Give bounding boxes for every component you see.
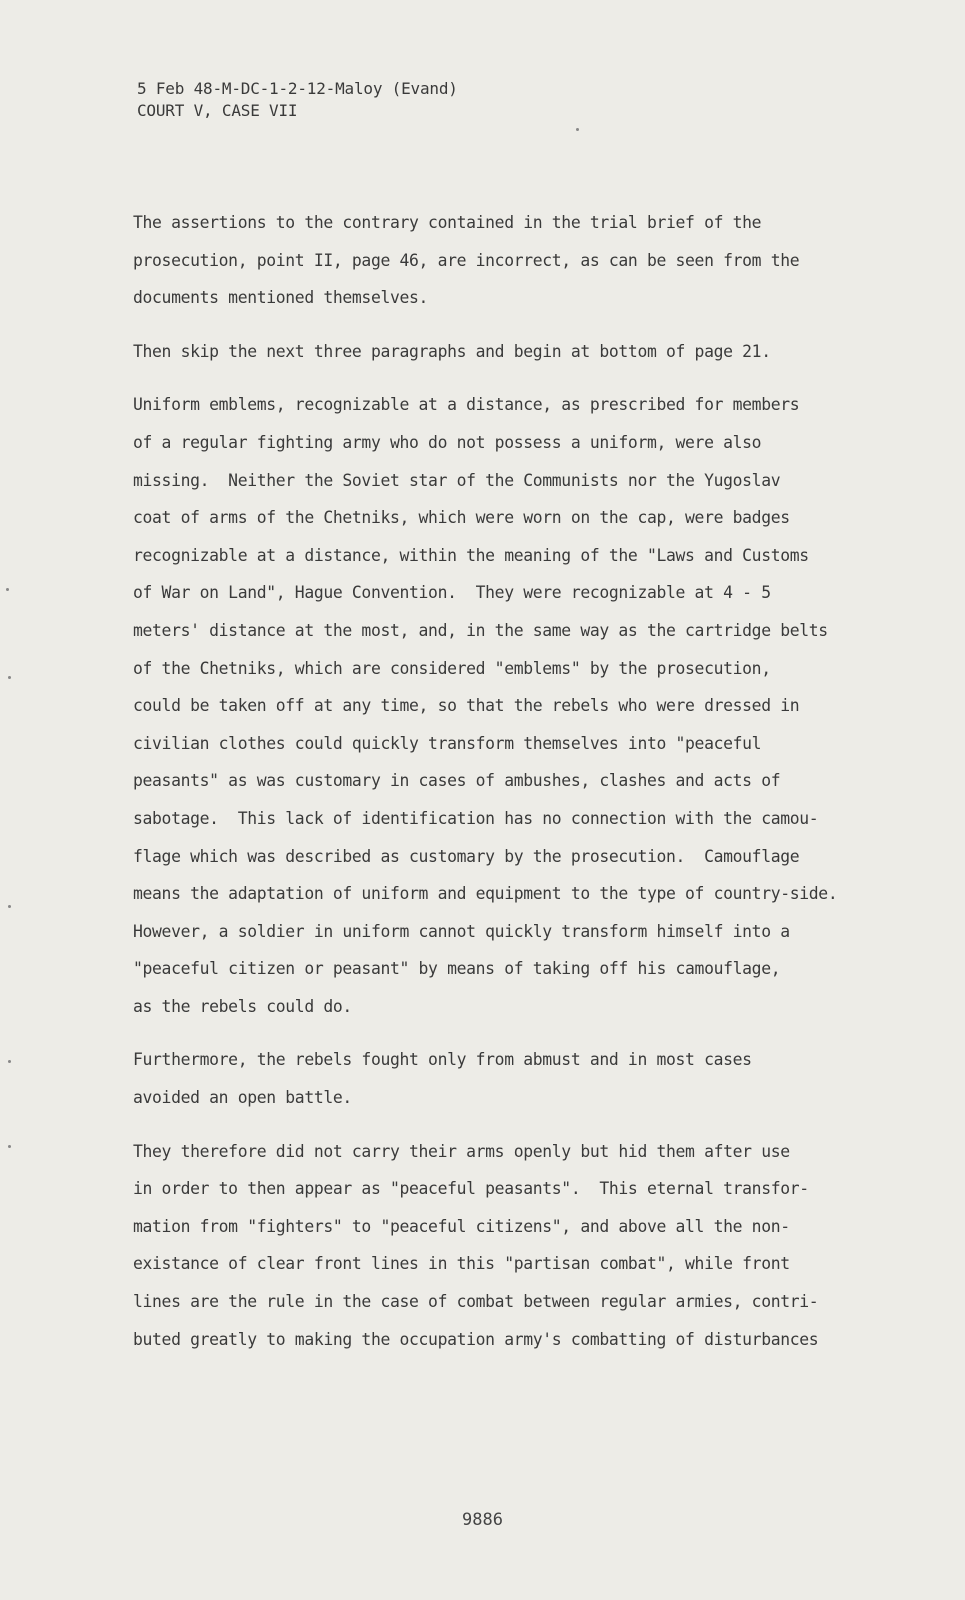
text-line: buted greatly to making the occupation army's combatting of disturbances [133,1329,819,1349]
paragraph-5 [133,1133,923,1359]
text-line: avoided an open battle. [133,1088,352,1108]
text-line: civilian clothes could quickly transform themselves into "peaceful [133,733,762,753]
scan-speck [8,1060,11,1063]
text-line: of a regular fighting army who do not possess a uniform, were also [133,432,762,452]
paragraph-1 [133,204,923,317]
scan-speck [8,676,11,679]
text-line: coat of arms of the Chetniks, which were worn on the cap, were badges [133,508,790,528]
text-line: recognizable at a distance, within the meaning of the "Laws and Customs [133,545,809,565]
scan-speck [576,128,579,131]
text-line: of the Chetniks, which are considered "emblems" by the prosecution, [133,658,771,678]
page-number: 9886 [462,1510,503,1530]
scan-speck [8,905,11,908]
text-line: mation from "fighters" to "peaceful citizens", and above all the non- [133,1216,790,1236]
text-line: meters' distance at the most, and, in the same way as the cartridge belts [133,620,828,640]
text-line: means the adaptation of uniform and equipment to the type of country-side. [133,884,838,904]
text-line: in order to then appear as "peaceful peasants". This eternal transfor- [133,1179,809,1199]
header-court-case: COURT V, CASE VII [137,101,298,120]
text-line: documents mentioned themselves. [133,288,429,308]
document-body [133,204,923,1358]
text-line: could be taken off at any time, so that the rebels who were dressed in [133,696,800,716]
text-line: of War on Land", Hague Convention. They were recognizable at 4 - 5 [133,583,771,603]
text-line: as the rebels could do. [133,996,352,1016]
scan-speck [8,1145,11,1148]
text-line: Furthermore, the rebels fought only from abmust and in most cases [133,1050,752,1070]
text-line: lines are the rule in the case of combat between regular armies, contri- [133,1292,819,1312]
text-line: prosecution, point II, page 46, are incorrect, as can be seen from the [133,250,800,270]
text-line: flage which was described as customary by the prosecution. Camouflage [133,846,800,866]
text-line: existance of clear front lines in this "partisan combat", while front [133,1254,790,1274]
document-header [137,78,458,122]
text-line: sabotage. This lack of identification has no connection with the camou- [133,808,819,828]
text-line: They therefore did not carry their arms openly but hid them after use [133,1141,790,1161]
text-line: The assertions to the contrary contained in the trial brief of the [133,213,762,232]
text-line: Then skip the next three paragraphs and begin at bottom of page 21. [133,341,771,361]
text-line: "peaceful citizen or peasant" by means of taking off his camouflage, [133,959,781,979]
paragraph-3 [133,386,923,1025]
text-line: missing. Neither the Soviet star of the Communists nor the Yugoslav [133,470,781,490]
header-reference: 5 Feb 48-M-DC-1-2-12-Maloy (Evand) [137,79,458,98]
paragraph-2 [133,333,923,371]
text-line: However, a soldier in uniform cannot quickly transform himself into a [133,921,790,941]
scan-speck [6,588,9,591]
paragraph-4 [133,1041,923,1116]
text-line: Uniform emblems, recognizable at a distance, as prescribed for members [133,395,800,415]
text-line: peasants" as was customary in cases of ambushes, clashes and acts of [133,771,781,791]
